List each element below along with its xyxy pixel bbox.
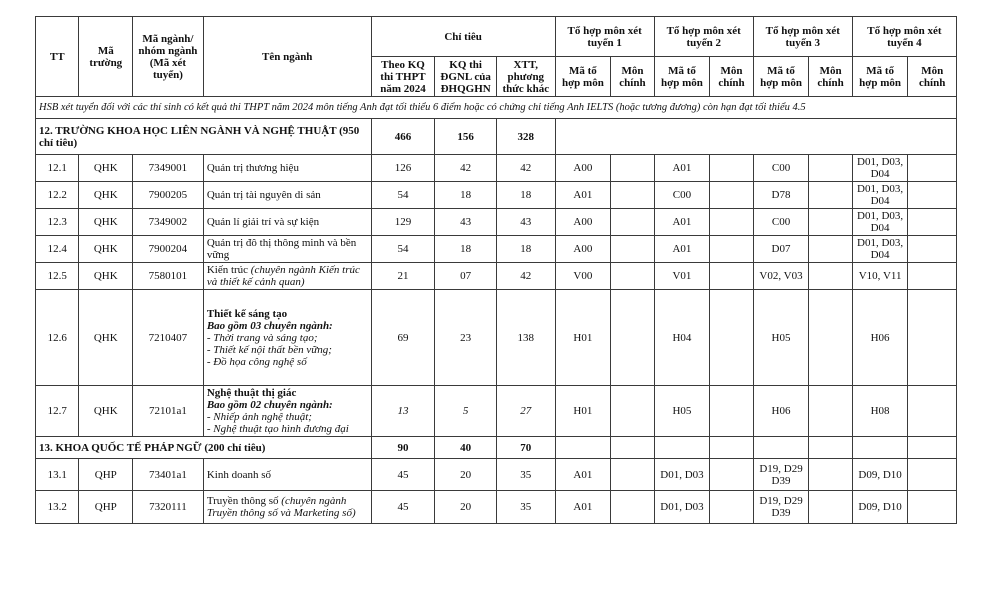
row-tt: 12.7 bbox=[36, 386, 79, 437]
section-empty bbox=[908, 437, 957, 459]
row-to-hop-2: A01 bbox=[654, 236, 710, 263]
row-mon-chinh-1 bbox=[611, 290, 654, 386]
row-to-hop-1: A00 bbox=[555, 155, 611, 182]
header-mon-chinh-4: Môn chính bbox=[908, 57, 957, 97]
row-ma-nganh: 7900205 bbox=[133, 182, 204, 209]
row-ten-nganh bbox=[203, 459, 371, 491]
row-mon-chinh-4 bbox=[908, 182, 957, 209]
row-mon-chinh-4 bbox=[908, 459, 957, 491]
section-empty bbox=[654, 437, 710, 459]
row-mon-chinh-1 bbox=[611, 209, 654, 236]
row-to-hop-2: A01 bbox=[654, 209, 710, 236]
row-to-hop-1: A00 bbox=[555, 209, 611, 236]
header-ma-to-hop-4: Mã tổ hợp môn bbox=[852, 57, 908, 97]
section-empty bbox=[753, 437, 809, 459]
table-row bbox=[36, 491, 957, 524]
row-ma-truong: QHK bbox=[79, 386, 133, 437]
row-to-hop-1: A01 bbox=[555, 182, 611, 209]
header-theo-kq-thpt: Theo KQ thi THPT năm 2024 bbox=[371, 57, 435, 97]
row-tt: 12.5 bbox=[36, 263, 79, 290]
header-kq-dgnl: KQ thi ĐGNL của ĐHQGHN bbox=[435, 57, 497, 97]
header-mon-chinh-2: Môn chính bbox=[710, 57, 753, 97]
header-tt: TT bbox=[36, 17, 79, 97]
program-note: (chuyên ngành Truyền thông số và Marketing số) bbox=[206, 495, 356, 519]
row-thpt: 129 bbox=[371, 209, 435, 236]
row-tt: 12.3 bbox=[36, 209, 79, 236]
row-to-hop-3: D19, D29 D39 bbox=[753, 459, 809, 491]
program-name: Quản trị đô thị thông minh và bền vững bbox=[206, 237, 357, 261]
section-empty bbox=[710, 437, 753, 459]
row-to-hop-1: A01 bbox=[555, 459, 611, 491]
row-mon-chinh-3 bbox=[809, 386, 852, 437]
program-includes: Bao gồm 02 chuyên ngành: bbox=[206, 399, 333, 411]
row-dgnl: 43 bbox=[435, 209, 497, 236]
row-to-hop-3: H05 bbox=[753, 290, 809, 386]
row-ma-truong: QHP bbox=[79, 491, 133, 524]
row-ten-nganh bbox=[203, 236, 371, 263]
row-to-hop-3: C00 bbox=[753, 209, 809, 236]
row-mon-chinh-2 bbox=[710, 209, 753, 236]
row-ma-nganh: 73401a1 bbox=[133, 459, 204, 491]
header-chi-tieu: Chỉ tiêu bbox=[371, 17, 555, 57]
section-empty bbox=[809, 437, 852, 459]
row-ma-nganh: 7320111 bbox=[133, 491, 204, 524]
row-to-hop-3: D78 bbox=[753, 182, 809, 209]
row-ma-truong: QHP bbox=[79, 459, 133, 491]
row-ten-nganh bbox=[203, 491, 371, 524]
row-ma-truong: QHK bbox=[79, 155, 133, 182]
row-tt: 13.2 bbox=[36, 491, 79, 524]
program-specialization: - Nhiếp ảnh nghệ thuật; bbox=[206, 411, 312, 423]
program-note: (chuyên ngành Kiến trúc và thiết kế cảnh quan) bbox=[206, 264, 360, 288]
program-specialization: - Thời trang và sáng tạo; bbox=[206, 331, 318, 344]
row-tt: 12.6 bbox=[36, 290, 79, 386]
row-dgnl: 20 bbox=[435, 459, 497, 491]
row-dgnl: 18 bbox=[435, 182, 497, 209]
header-to-hop-1: Tổ hợp môn xét tuyển 1 bbox=[555, 17, 654, 57]
row-mon-chinh-3 bbox=[809, 290, 852, 386]
row-xtt: 42 bbox=[496, 263, 555, 290]
row-thpt: 21 bbox=[371, 263, 435, 290]
row-ma-nganh: 7580101 bbox=[133, 263, 204, 290]
row-ma-nganh: 7349002 bbox=[133, 209, 204, 236]
row-to-hop-1: H01 bbox=[555, 290, 611, 386]
row-ma-truong: QHK bbox=[79, 290, 133, 386]
row-mon-chinh-3 bbox=[809, 459, 852, 491]
row-ma-truong: QHK bbox=[79, 236, 133, 263]
section-xtt: 70 bbox=[496, 437, 555, 459]
admissions-table bbox=[35, 16, 957, 524]
row-dgnl: 07 bbox=[435, 263, 497, 290]
row-xtt: 18 bbox=[496, 236, 555, 263]
row-thpt: 54 bbox=[371, 236, 435, 263]
table-row bbox=[36, 459, 957, 491]
header-ma-to-hop-2: Mã tổ hợp môn bbox=[654, 57, 710, 97]
row-ten-nganh bbox=[203, 155, 371, 182]
row-to-hop-4: D01, D03, D04 bbox=[852, 236, 908, 263]
row-mon-chinh-2 bbox=[710, 263, 753, 290]
program-specialization: - Nghệ thuật tạo hình đương đại bbox=[206, 423, 349, 435]
row-mon-chinh-1 bbox=[611, 263, 654, 290]
row-mon-chinh-2 bbox=[710, 236, 753, 263]
row-mon-chinh-1 bbox=[611, 491, 654, 524]
row-xtt: 18 bbox=[496, 182, 555, 209]
header-row-1 bbox=[36, 17, 957, 57]
row-xtt: 35 bbox=[496, 459, 555, 491]
row-dgnl: 18 bbox=[435, 236, 497, 263]
section-empty bbox=[555, 437, 611, 459]
section-title: 12. TRƯỜNG KHOA HỌC LIÊN NGÀNH VÀ NGHỆ THUẬT (950 chỉ tiêu) bbox=[36, 119, 372, 155]
row-mon-chinh-1 bbox=[611, 236, 654, 263]
section-row-12 bbox=[36, 119, 957, 155]
row-mon-chinh-3 bbox=[809, 263, 852, 290]
row-to-hop-3: D19, D29 D39 bbox=[753, 491, 809, 524]
header-ten-nganh: Tên ngành bbox=[203, 17, 371, 97]
row-tt: 12.4 bbox=[36, 236, 79, 263]
row-xtt: 138 bbox=[496, 290, 555, 386]
row-to-hop-1: A01 bbox=[555, 491, 611, 524]
row-ma-truong: QHK bbox=[79, 209, 133, 236]
row-ten-nganh bbox=[203, 290, 371, 386]
row-to-hop-2: H05 bbox=[654, 386, 710, 437]
row-xtt: 35 bbox=[496, 491, 555, 524]
row-mon-chinh-1 bbox=[611, 182, 654, 209]
row-mon-chinh-3 bbox=[809, 491, 852, 524]
table-row bbox=[36, 290, 957, 386]
row-to-hop-4: H06 bbox=[852, 290, 908, 386]
row-to-hop-3: D07 bbox=[753, 236, 809, 263]
row-to-hop-4: H08 bbox=[852, 386, 908, 437]
program-name: Quản trị thương hiệu bbox=[206, 162, 299, 174]
table-row bbox=[36, 182, 957, 209]
table-row bbox=[36, 155, 957, 182]
row-xtt: 27 bbox=[496, 386, 555, 437]
section-dgnl: 40 bbox=[435, 437, 497, 459]
program-name: Quản trị tài nguyên di sản bbox=[206, 189, 321, 201]
header-ma-to-hop-1: Mã tổ hợp môn bbox=[555, 57, 611, 97]
program-includes: Bao gồm 03 chuyên ngành: bbox=[206, 319, 333, 332]
row-ma-truong: QHK bbox=[79, 182, 133, 209]
row-tt: 13.1 bbox=[36, 459, 79, 491]
header-to-hop-3: Tổ hợp môn xét tuyển 3 bbox=[753, 17, 852, 57]
section-xtt: 328 bbox=[496, 119, 555, 155]
program-name: Kiến trúc bbox=[206, 264, 249, 276]
row-to-hop-2: V01 bbox=[654, 263, 710, 290]
header-mon-chinh-3: Môn chính bbox=[809, 57, 852, 97]
row-to-hop-4: D09, D10 bbox=[852, 459, 908, 491]
row-mon-chinh-2 bbox=[710, 459, 753, 491]
row-ma-nganh: 7900204 bbox=[133, 236, 204, 263]
row-mon-chinh-2 bbox=[710, 386, 753, 437]
row-to-hop-2: D01, D03 bbox=[654, 459, 710, 491]
program-name: Thiết kế sáng tạo bbox=[206, 307, 288, 320]
section-empty bbox=[852, 437, 908, 459]
table-row bbox=[36, 263, 957, 290]
row-thpt: 54 bbox=[371, 182, 435, 209]
note-row bbox=[36, 97, 957, 119]
header-to-hop-2: Tổ hợp môn xét tuyển 2 bbox=[654, 17, 753, 57]
section-row-13 bbox=[36, 437, 957, 459]
row-to-hop-1: H01 bbox=[555, 386, 611, 437]
row-thpt: 126 bbox=[371, 155, 435, 182]
row-ten-nganh bbox=[203, 386, 371, 437]
row-thpt: 69 bbox=[371, 290, 435, 386]
row-to-hop-2: C00 bbox=[654, 182, 710, 209]
row-to-hop-1: V00 bbox=[555, 263, 611, 290]
row-mon-chinh-2 bbox=[710, 182, 753, 209]
section-thpt: 466 bbox=[371, 119, 435, 155]
row-xtt: 43 bbox=[496, 209, 555, 236]
row-to-hop-4: V10, V11 bbox=[852, 263, 908, 290]
row-ten-nganh bbox=[203, 263, 371, 290]
row-to-hop-3: C00 bbox=[753, 155, 809, 182]
table-row bbox=[36, 386, 957, 437]
row-ma-truong: QHK bbox=[79, 263, 133, 290]
row-to-hop-3: V02, V03 bbox=[753, 263, 809, 290]
row-to-hop-4: D01, D03, D04 bbox=[852, 155, 908, 182]
row-mon-chinh-4 bbox=[908, 263, 957, 290]
row-tt: 12.2 bbox=[36, 182, 79, 209]
header-ma-to-hop-3: Mã tổ hợp môn bbox=[753, 57, 809, 97]
row-dgnl: 42 bbox=[435, 155, 497, 182]
row-thpt: 45 bbox=[371, 459, 435, 491]
row-xtt: 42 bbox=[496, 155, 555, 182]
program-name: Nghệ thuật thị giác bbox=[206, 387, 297, 399]
table-row bbox=[36, 236, 957, 263]
row-mon-chinh-1 bbox=[611, 386, 654, 437]
row-mon-chinh-4 bbox=[908, 386, 957, 437]
row-mon-chinh-2 bbox=[710, 491, 753, 524]
program-name: Truyền thông số bbox=[206, 495, 279, 507]
section-empty bbox=[555, 119, 956, 155]
header-xtt: XTT, phương thức khác bbox=[496, 57, 555, 97]
row-ma-nganh: 72101a1 bbox=[133, 386, 204, 437]
row-mon-chinh-1 bbox=[611, 459, 654, 491]
row-mon-chinh-3 bbox=[809, 182, 852, 209]
row-mon-chinh-2 bbox=[710, 155, 753, 182]
row-mon-chinh-3 bbox=[809, 236, 852, 263]
program-specialization: - Đồ họa công nghệ số bbox=[206, 355, 307, 368]
row-to-hop-4: D09, D10 bbox=[852, 491, 908, 524]
row-to-hop-4: D01, D03, D04 bbox=[852, 182, 908, 209]
row-to-hop-2: A01 bbox=[654, 155, 710, 182]
row-ma-nganh: 7210407 bbox=[133, 290, 204, 386]
row-thpt: 13 bbox=[371, 386, 435, 437]
section-thpt: 90 bbox=[371, 437, 435, 459]
row-ten-nganh bbox=[203, 209, 371, 236]
section-title: 13. KHOA QUỐC TẾ PHÁP NGỮ (200 chỉ tiêu) bbox=[36, 437, 372, 459]
row-ma-nganh: 7349001 bbox=[133, 155, 204, 182]
row-to-hop-2: D01, D03 bbox=[654, 491, 710, 524]
row-dgnl: 23 bbox=[435, 290, 497, 386]
row-ten-nganh bbox=[203, 182, 371, 209]
row-mon-chinh-3 bbox=[809, 209, 852, 236]
table-row bbox=[36, 209, 957, 236]
row-dgnl: 20 bbox=[435, 491, 497, 524]
row-mon-chinh-3 bbox=[809, 155, 852, 182]
row-mon-chinh-2 bbox=[710, 290, 753, 386]
row-dgnl: 5 bbox=[435, 386, 497, 437]
section-dgnl: 156 bbox=[435, 119, 497, 155]
row-mon-chinh-4 bbox=[908, 209, 957, 236]
header-to-hop-4: Tổ hợp môn xét tuyển 4 bbox=[852, 17, 956, 57]
section-empty bbox=[611, 437, 654, 459]
program-specialization: - Thiết kế nội thất bền vững; bbox=[206, 343, 332, 356]
row-to-hop-2: H04 bbox=[654, 290, 710, 386]
row-mon-chinh-4 bbox=[908, 236, 957, 263]
program-name: Kinh doanh số bbox=[206, 468, 271, 481]
header-ma-truong: Mã trường bbox=[79, 17, 133, 97]
row-mon-chinh-1 bbox=[611, 155, 654, 182]
row-mon-chinh-4 bbox=[908, 155, 957, 182]
row-to-hop-1: A00 bbox=[555, 236, 611, 263]
row-to-hop-4: D01, D03, D04 bbox=[852, 209, 908, 236]
row-tt: 12.1 bbox=[36, 155, 79, 182]
program-name: Quản lí giải trí và sự kiện bbox=[206, 216, 320, 228]
row-thpt: 45 bbox=[371, 491, 435, 524]
row-mon-chinh-4 bbox=[908, 491, 957, 524]
header-ma-nganh: Mã ngành/ nhóm ngành (Mã xét tuyển) bbox=[133, 17, 204, 97]
row-mon-chinh-4 bbox=[908, 290, 957, 386]
row-to-hop-3: H06 bbox=[753, 386, 809, 437]
header-mon-chinh-1: Môn chính bbox=[611, 57, 654, 97]
note-text: HSB xét tuyển đối với các thí sinh có kết quả thi THPT năm 2024 môn tiếng Anh đạt tối thiểu 6 điểm hoặc có chứng chỉ tiếng Anh IELTS (hoặc tương đương) còn hạn đạt tối thiểu 4.5 bbox=[36, 97, 957, 119]
